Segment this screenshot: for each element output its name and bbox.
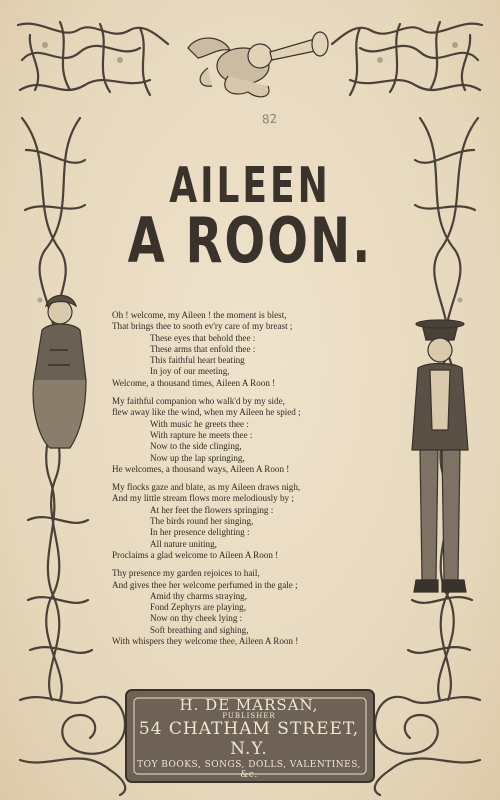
pencil-catalog-number: 82	[261, 111, 278, 127]
lyric-line: He welcomes, a thousand ways, Aileen A Roon !	[112, 463, 290, 474]
lyric-line: The birds round her singing,	[150, 516, 254, 527]
woman-figure-illustration	[20, 290, 98, 450]
publisher-name: H. DE MARSAN,	[179, 696, 319, 714]
lyric-line: In joy of our meeting,	[150, 366, 230, 377]
lyric-line: Soft breathing and sighing,	[150, 624, 249, 635]
lyric-line: Now up the lap springing,	[150, 452, 245, 463]
stanza	[112, 568, 382, 647]
stanza	[112, 482, 382, 561]
lyric-line: My faithful companion who walk'd by my side,	[112, 396, 285, 407]
man-figure-illustration	[400, 310, 478, 610]
lyric-line: In her presence delighting :	[150, 527, 250, 538]
lyric-line: Proclaims a glad welcome to Aileen A Roon !	[112, 549, 279, 560]
title-line-2: A ROON.	[127, 204, 373, 278]
stanza	[112, 310, 382, 389]
lyric-line: Now to the side clinging,	[150, 441, 242, 452]
song-lyrics	[112, 310, 382, 654]
lyric-line: These eyes that behold thee :	[150, 332, 256, 343]
publisher-role: PUBLISHER	[222, 712, 276, 720]
lyric-line: Oh ! welcome, my Aileen ! the moment is blest,	[112, 310, 287, 320]
lyric-line: Fond Zephyrs are playing,	[150, 602, 246, 613]
lyric-line: flew away like the wind, when my Aileen he spied ;	[112, 407, 301, 418]
publisher-address: 54 CHATHAM STREET, N.Y.	[138, 719, 360, 759]
lyric-line: At her feet the flowers springing :	[150, 504, 274, 515]
lyric-line: This faithful heart beating	[150, 355, 245, 366]
lyric-line: Thy presence my garden rejoices to hail,	[112, 568, 260, 579]
lyric-line: And gives thee her welcome perfumed in the gale ;	[112, 579, 298, 590]
lyric-line: With rapture he meets thee :	[150, 429, 253, 440]
lyric-line: Amid thy charms straying,	[150, 590, 247, 601]
lyric-line: Welcome, a thousand times, Aileen A Roon !	[112, 377, 276, 388]
lyric-line: With whispers they welcome thee, Aileen A Roon !	[112, 636, 299, 647]
lyric-line: These arms that enfold thee :	[150, 343, 256, 354]
publisher-goods: TOY BOOKS, SONGS, DOLLS, VALENTINES, &c.	[137, 760, 361, 780]
lyric-line: That brings thee to sooth ev'ry care of my breast ;	[112, 321, 293, 332]
cherub-trumpet-illustration	[168, 28, 338, 106]
title-line-1: AILEEN	[169, 158, 331, 215]
stanza	[112, 396, 382, 475]
lyric-line: And my little stream flows more melodiously by ;	[112, 493, 294, 504]
publisher-imprint	[136, 696, 362, 780]
lyric-line: With music he greets thee :	[150, 418, 249, 429]
lyric-line: My flocks gaze and blate, as my Aileen draws nigh,	[112, 482, 301, 493]
lyric-line: All nature uniting,	[150, 538, 217, 549]
lyric-line: Now on thy cheek lying :	[150, 613, 243, 624]
